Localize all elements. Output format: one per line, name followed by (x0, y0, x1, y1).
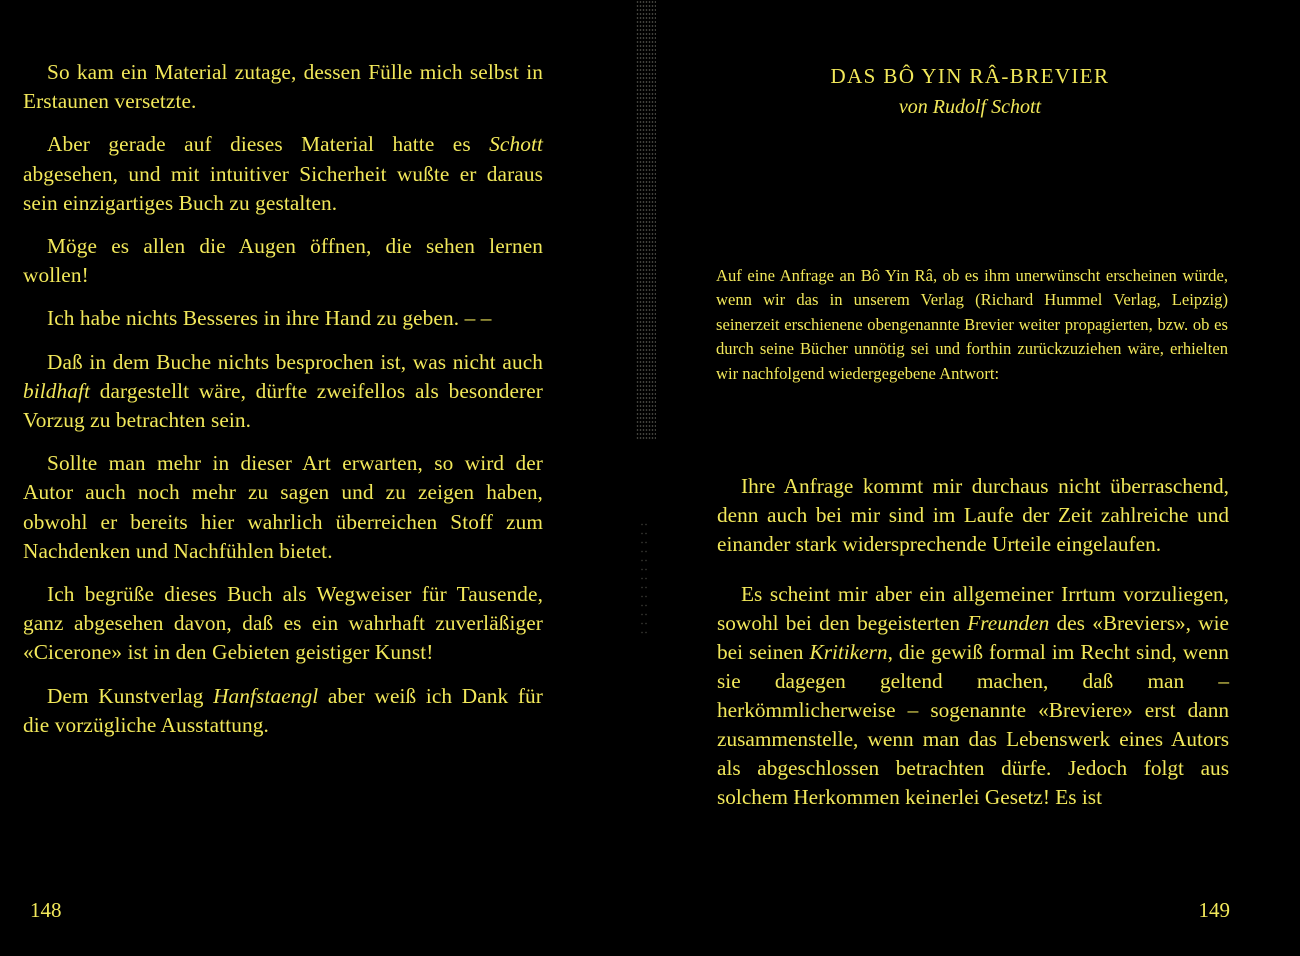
left-paragraph (23, 232, 543, 290)
text-run: Ich habe nichts Besseres in ihre Hand zu geben. – – (47, 306, 492, 331)
left-paragraph (23, 580, 543, 668)
text-run: Ich begrüße dieses Buch als Wegweiser für Tausende, ganz abgesehen davon, daß es ein wahrhaft zuverläßiger «Cicerone» ist in den Gebieten geistiger Kunst! (23, 582, 543, 665)
text-run: Möge es allen die Augen öffnen, die sehen lernen wollen! (23, 234, 543, 288)
text-run: So kam ein Material zutage, dessen Fülle mich selbst in Erstaunen versetzte. (23, 60, 543, 114)
text-run: Dem Kunstverlag (47, 683, 214, 708)
text-run: Ihre Anfrage kommt mir durchaus nicht überraschend, denn auch bei mir sind im Laufe der Zeit zahlreiche und einander stark widersprechende Urteile eingelaufen. (717, 474, 1229, 556)
italic-run: Hanfstaengl (213, 683, 319, 708)
text-run: , die gewiß formal im Recht sind, wenn sie dagegen geltend machen, daß man – herkömmlicherweise – sogenannte «Breviere» erst dann zusammenstelle, wenn man das Lebenswerk eines Autors als abgeschlossen betrachten dürfe. Jedoch folgt aus solchem Herkommen keinerlei Gesetz! Es ist (717, 640, 1230, 809)
left-paragraph (23, 58, 543, 116)
text-run: Aber gerade auf dieses Material hatte es (47, 132, 490, 157)
text-run: abgesehen, und mit intuitiver Sicherheit wußte er daraus sein einzigartiges Buch zu gestalten. (23, 161, 543, 215)
page-number-right: 149 (1198, 898, 1230, 922)
left-paragraph (23, 449, 543, 566)
left-paragraph (23, 304, 543, 333)
left-page (0, 0, 640, 956)
right-page (660, 0, 1300, 956)
intro-note: Auf eine Anfrage an Bô Yin Râ, ob es ihm unerwünscht erscheinen würde, wenn wir das in unserem Verlag (Richard Hummel Verlag, Leipzig) seinerzeit erschienene obengenannte Brevier weiter propagierten, bzw. ob es durch seine Bücher unnötig sei und forthin zurückzuziehen wäre, erhielten wir nachfolgend wiedergegebene Antwort: (716, 266, 1228, 383)
right-page-body (717, 472, 1229, 833)
right-paragraph (717, 580, 1229, 812)
text-run: Sollte man mehr in dieser Art erwarten, so wird der Autor auch noch mehr zu sagen und zu zeigen haben, obwohl er bereits hier wahrlich überreichen Stoff zum Nachdenken und Nachfühlen bietet. (23, 451, 543, 563)
chapter-heading (660, 62, 1280, 121)
book-gutter-lower (640, 520, 648, 640)
italic-run: Freunden (967, 611, 1050, 635)
right-paragraph (717, 472, 1229, 559)
book-gutter (636, 0, 656, 440)
italic-run: Kritikern (809, 640, 888, 664)
left-paragraph (23, 348, 543, 436)
left-page-body (23, 58, 543, 754)
text-run: Es scheint mir aber ein allgemeiner Irrtum vorzuliegen, sowohl bei den begeisterten (717, 582, 1229, 635)
text-run: des «Breviers», wie bei seinen (717, 611, 1229, 664)
italic-run: Schott (489, 132, 543, 157)
text-run: dargestellt wäre, dürfte zweifellos als besonderer Vorzug zu betrachten sein. (23, 378, 543, 433)
left-paragraph (23, 130, 543, 218)
page-number-left: 148 (30, 898, 62, 922)
left-paragraph (23, 682, 543, 740)
text-run: aber weiß ich Dank für die vorzügliche Ausstattung. (23, 683, 543, 737)
chapter-subtitle: von Rudolf Schott (898, 96, 1042, 118)
italic-run: bildhaft (23, 378, 91, 403)
chapter-title: DAS BÔ YIN RÂ-BREVIER (830, 64, 1110, 88)
text-run: Daß in dem Buche nichts besprochen ist, was nicht auch (47, 349, 543, 374)
